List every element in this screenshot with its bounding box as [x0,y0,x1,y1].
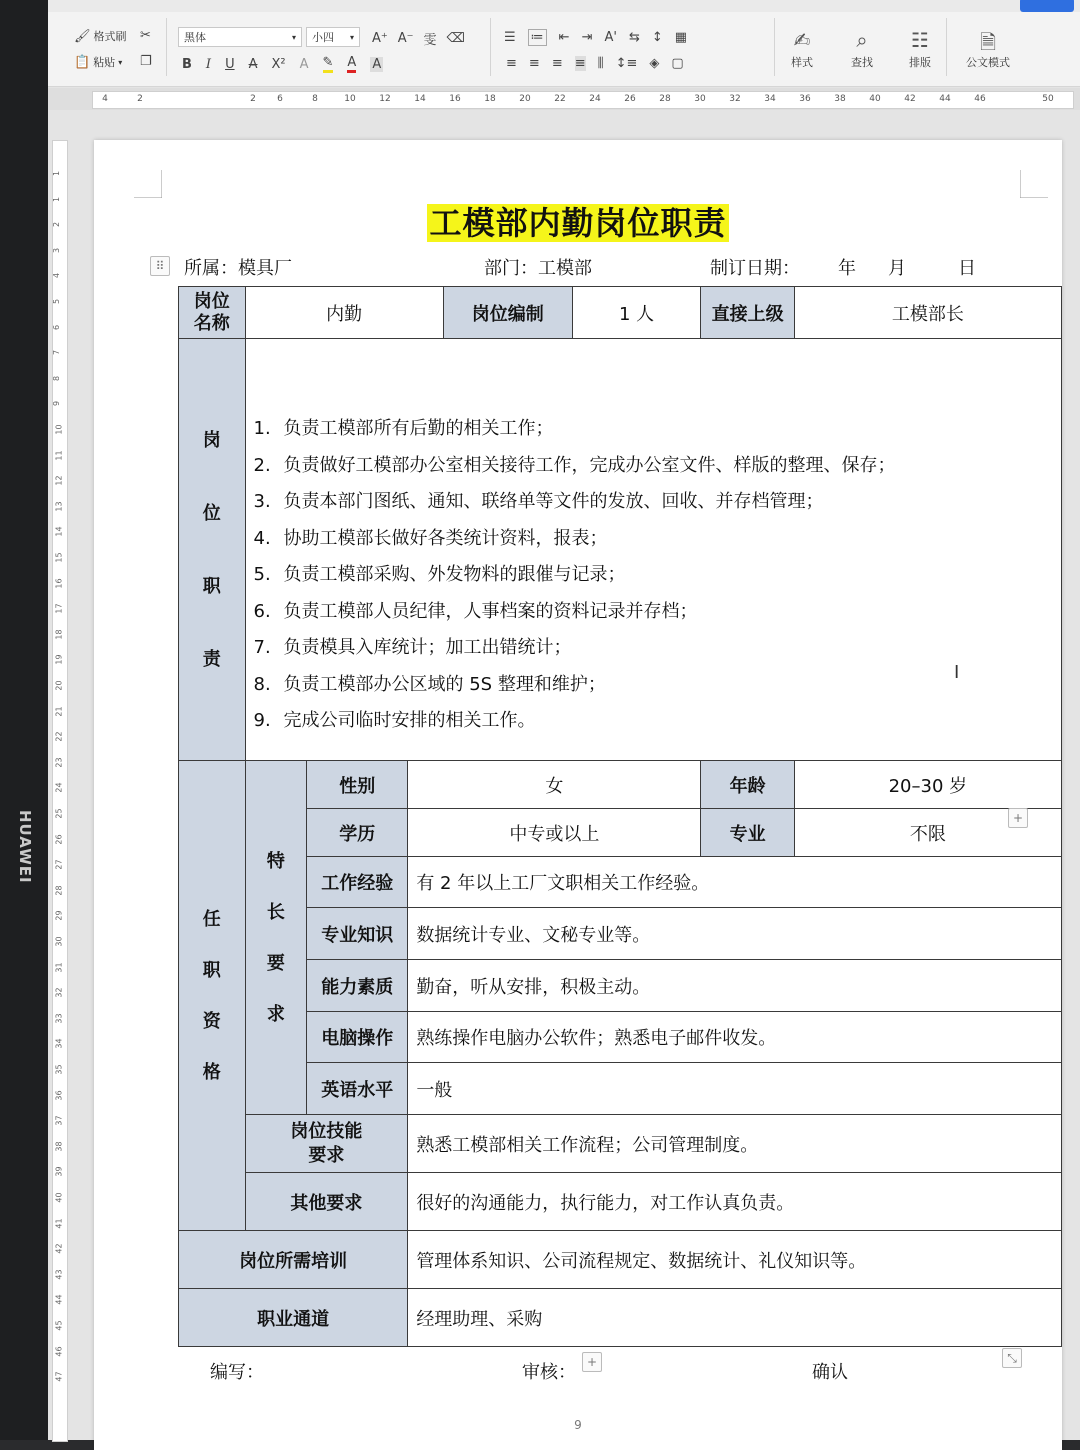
bullet-list-icon[interactable]: ☰ [504,30,516,45]
ruler-tick-label: 12 [379,94,391,104]
table-row [179,339,1062,761]
ruler-tick-label: 44 [54,1294,64,1305]
ruler-tick-label: 24 [589,94,601,104]
ruler-tick-label: 1 [52,170,62,177]
document.special_label-char: 求 [266,1003,285,1025]
date-year: 年 [838,258,856,279]
date-day: 日 [958,258,976,279]
headcount-label: 岗位编制 [443,287,572,339]
document-page[interactable] [94,140,1062,1450]
ruler-tick-label: 6 [52,324,62,330]
ruler-tick-label: 42 [54,1243,64,1254]
increase-indent-icon[interactable]: ⇥ [581,30,593,45]
duty-number: 4. [253,527,271,549]
duty-number: 6. [253,600,271,622]
paragraph-controls-bottom [506,56,684,71]
ruler-tick-label: 32 [729,94,741,104]
duty-item [254,448,1054,485]
english-value[interactable]: 一般 [408,1063,1062,1115]
ruler-tick-label: 28 [54,885,64,896]
text-effect-icon[interactable]: A [299,56,309,72]
duty-text: 负责工模部采购、外发物料的跟催与记录； [283,564,626,586]
document.duties_label-char: 责 [202,648,221,670]
ruler-tick-label: 50 [1042,94,1054,104]
duty-text: 协助工模部长做好各类统计资料，报表； [283,527,608,549]
duty-text: 负责工模部人员纪律，人事档案的资料记录并存档； [283,600,698,622]
chevron-down-icon: ▾ [349,32,354,42]
gender-value[interactable]: 女 [408,761,701,809]
char-shading-icon[interactable]: A [372,56,382,72]
ruler-tick-label: 45 [54,1320,64,1331]
cut-icon[interactable]: ✂ [140,28,151,43]
date-label: 制订日期： [710,258,800,279]
duties-label [179,339,246,761]
ruler-tick-label: 19 [54,654,64,665]
duty-number: 1. [253,418,271,440]
confirm-label: 确认 [812,1362,848,1383]
duty-number: 5. [253,564,271,586]
paragraph-controls-top [504,29,687,46]
duty-text: 负责做好工模部办公室相关接待工作，完成办公室文件、样版的整理、保存； [283,454,896,476]
duty-text: 负责工模部所有后勤的相关工作； [283,418,554,440]
distributed-icon[interactable]: ⫼ [597,56,604,71]
search-icon: ⌕ [856,28,868,52]
ruler-tick-label: 43 [54,1269,64,1280]
computer-label: 电脑操作 [307,1012,408,1063]
ruler-tick-label: 5 [52,298,62,305]
paste-button[interactable] [74,54,122,70]
duty-item [254,557,1054,594]
duty-number: 3. [253,491,271,513]
ruler-tick-label: 17 [54,603,64,614]
wps-writer-window [48,0,1080,1440]
ruler-tick-label: 41 [54,1218,64,1229]
ruler-tick-label: 15 [54,552,64,563]
ruler-tick-label: 8 [312,94,318,104]
duty-text: 负责工模部办公区域的 5S 整理和维护； [283,673,606,695]
special-requirements-label [245,761,307,1115]
shading-icon[interactable]: ◈ [649,56,660,71]
english-label: 英语水平 [307,1063,408,1115]
education-value[interactable]: 中专或以上 [408,809,701,857]
document.qualification_label-char: 资 [202,1010,221,1032]
text-direction-icon[interactable]: ⇆ [628,30,640,45]
table-row [179,1231,1062,1289]
ruler-tick-label: 13 [54,501,64,512]
ability-value[interactable]: 勤奋，听从安排，积极主动。 [408,960,1062,1012]
ruler-tick-label: 6 [277,94,283,104]
table-row [179,1012,1062,1063]
knowledge-value[interactable]: 数据统计专业、文秘专业等。 [408,908,1062,960]
title-text: 工模部内勤岗位职责 [429,204,727,242]
text-format-controls [182,55,383,73]
paste-label: 粘贴 [93,56,116,69]
ruler-tick-label: 38 [834,94,846,104]
ruler-tick-label: 36 [799,94,811,104]
ruler-tick-label: 29 [54,910,64,921]
training-value[interactable]: 管理体系知识、公司流程规定、数据统计、礼仪知识等。 [408,1231,1062,1289]
styles-icon: ✍ [793,28,811,52]
document.duties_label-char: 岗 [202,429,221,451]
superior-value[interactable]: 工模部长 [794,287,1061,339]
format-painter-icon: 🖌 [74,28,91,44]
styles-button[interactable] [776,28,828,70]
table-grid-icon[interactable]: ▦ [674,30,688,45]
gender-label: 性别 [307,761,408,809]
ruler-tick-label: 30 [54,936,64,947]
ruler-tick-label: 36 [54,1090,64,1101]
ruler-tick-label: 26 [624,94,636,104]
table-move-handle[interactable]: ⠿ [150,256,170,276]
table-row [179,960,1062,1012]
document.special_label-char: 特 [266,850,285,872]
line-spacing-icon[interactable]: ↕≡ [615,56,638,71]
ribbon-tabs-strip [48,0,1080,12]
duty-text: 负责本部门图纸、通知、联络单等文件的发放、回收、并存档管理； [283,491,824,513]
duty-item [254,521,1054,558]
ruler-tick-label: 14 [54,526,64,537]
ruler-tick-label: 7 [52,350,62,356]
ruler-tick-label: 3 [52,247,62,253]
ruler-tick-label: 18 [484,94,496,104]
ruler-tick-label: 47 [54,1371,64,1382]
duty-text: 负责模具入库统计；加工出错统计； [283,637,572,659]
age-label: 年龄 [701,761,794,809]
horizontal-ruler[interactable] [48,88,1080,110]
duties-list [254,359,1054,740]
ruler-tick-label: 8 [52,375,62,381]
underline-icon[interactable]: U [225,56,235,72]
copy-icon[interactable]: ❐ [140,54,152,69]
ruler-tick-label: 38 [54,1141,64,1152]
chevron-down-icon: ▾ [118,57,123,67]
duties-cell[interactable] [245,339,1062,761]
career-path-value[interactable]: 经理助理、采购 [408,1289,1062,1347]
ruler-tick-label: 18 [54,629,64,640]
document-title [94,198,1062,244]
ruler-tick-label: 20 [519,94,531,104]
skills-value[interactable]: 熟悉工模部相关工作流程；公司管理制度。 [408,1115,1062,1173]
ruler-tick-label: 39 [54,1166,64,1177]
document-icon: 🗎 [979,30,997,54]
headcount-value[interactable]: 1 人 [572,287,701,339]
shrink-font-icon[interactable]: A⁻ [397,31,414,46]
document.qualification_label-char: 格 [202,1061,221,1083]
vertical-ruler[interactable] [52,140,68,1442]
ribbon-toolbar [48,0,1080,87]
borders-icon[interactable]: ▢ [671,56,684,71]
font-size-select[interactable] [306,27,360,47]
paste-icon: 📋 [74,54,91,70]
italic-icon[interactable]: I [205,56,212,72]
qualification-label-chars [187,894,237,1098]
ruler-tick-label: 44 [939,94,951,104]
ruler-tick-label: 32 [54,987,64,998]
duty-item [254,411,1054,448]
bold-icon[interactable]: B [182,56,192,72]
ability-label: 能力素质 [307,960,408,1012]
ruler-tick-label: 30 [694,94,706,104]
duty-item [254,703,1054,740]
document.special_label-char: 要 [266,952,285,974]
toolbar-divider [946,18,947,76]
document.duties_label-char: 职 [202,575,221,597]
font-size-value: 小四 [312,31,334,44]
ruler-tick-label: 33 [54,1013,64,1024]
ruler-tick-label: 20 [54,680,64,691]
change-case-icon[interactable]: A' [604,30,617,45]
document.qualification_label-char: 任 [202,908,221,930]
computer-value[interactable]: 熟练操作电脑办公软件；熟悉电子邮件收发。 [408,1012,1062,1063]
job-description-table [178,286,1062,1347]
table-row [179,287,1062,339]
find-button[interactable] [836,28,888,70]
ruler-tick-label: 46 [54,1346,64,1357]
duty-item [254,484,1054,521]
font-name-select[interactable] [178,27,302,47]
device-bezel [0,0,48,1440]
duty-text: 完成公司临时安排的相关工作。 [283,710,536,732]
post-name-value[interactable]: 内勤 [245,287,443,339]
duty-number: 7. [253,637,271,659]
table-row [179,809,1062,857]
post-name-label: 岗位 名称 [179,287,246,339]
table-row [179,1115,1062,1173]
align-center-icon[interactable]: ≡ [528,56,540,71]
sort-icon[interactable]: ↕ [651,30,663,45]
table-row [179,1173,1062,1231]
duty-number: 8. [253,673,271,695]
table-row [179,908,1062,960]
superior-label: 直接上级 [701,287,794,339]
layout-icon: ☷ [911,28,929,52]
doc-mode-button[interactable] [956,28,1020,70]
chevron-down-icon: ▾ [291,32,296,42]
find-label: 查找 [851,56,873,69]
toolbar-divider [166,18,167,76]
table-row [179,1289,1062,1347]
ruler-tick-label: 11 [54,450,64,461]
ruler-tick-label: 35 [54,1064,64,1075]
format-painter-button[interactable] [74,28,127,44]
ruler-tick-label: 12 [54,475,64,486]
other-requirements-label: 其他要求 [245,1173,408,1231]
ruler-tick-label: 31 [54,962,64,973]
affiliation-text: 所属：模具厂 [184,258,292,279]
qualification-label [179,761,246,1231]
career-path-label: 职业通道 [179,1289,408,1347]
special-label-chars [254,836,299,1040]
ruler-tick-label: 16 [449,94,461,104]
ruler-tick-label: 22 [554,94,566,104]
ruler-tick-label: 24 [54,782,64,793]
ruler-tick-label: 46 [974,94,986,104]
education-label: 学历 [307,809,408,857]
justify-icon[interactable]: ≡ [574,56,586,71]
margin-corner-mark [134,170,162,198]
align-left-icon[interactable]: ≡ [506,56,517,71]
share-button[interactable] [1020,0,1074,12]
ruler-tick-label: 40 [54,1192,64,1203]
doc-mode-label: 公文模式 [966,56,1010,69]
toolbar-divider [774,18,775,76]
decrease-indent-icon[interactable]: ⇤ [558,30,570,45]
ruler-tick-label: 2 [250,94,256,104]
age-value[interactable]: 20–30 岁 [794,761,1061,809]
ruler-tick-label: 27 [54,859,64,870]
ruler-tick-label: 37 [54,1115,64,1126]
training-label: 岗位所需培训 [179,1231,408,1289]
phonetic-guide-icon[interactable]: 雯 [423,33,437,48]
ruler-tick-label: 26 [54,834,64,845]
add-row-button[interactable]: + [582,1352,602,1372]
text-cursor-icon: I [954,662,960,683]
ruler-tick-label: 23 [54,757,64,768]
margin-corner-mark [1020,170,1048,198]
table-resize-handle[interactable]: ⤡ [1002,1348,1022,1368]
ruler-tick-label: 1 [52,196,62,202]
strikethrough-icon[interactable]: A [248,56,258,72]
department-text: 部门：工模部 [484,258,592,279]
ruler-tick-label: 40 [869,94,881,104]
table-row [179,761,1062,809]
date-month: 月 [888,258,906,279]
ruler-tick-label: 16 [54,578,64,589]
highlight-icon[interactable]: ✎ [323,55,334,73]
major-value[interactable]: 不限 [794,809,1061,857]
table-row [179,857,1062,908]
ruler-tick-label: 10 [344,94,356,104]
font-size-controls [372,29,465,48]
reviewer-label: 审核： [522,1362,576,1383]
numbered-list-icon[interactable]: ≔ [528,29,547,46]
experience-label: 工作经验 [307,857,408,908]
add-column-button[interactable]: + [1008,808,1028,828]
other-requirements-value[interactable]: 很好的沟通能力，执行能力，对工作认真负责。 [408,1173,1062,1231]
knowledge-label: 专业知识 [307,908,408,960]
font-name-value: 黑体 [184,31,206,44]
toolbar-divider [490,18,491,76]
experience-value[interactable]: 有 2 年以上工厂文职相关工作经验。 [408,857,1062,908]
major-label: 专业 [701,809,794,857]
layout-button[interactable] [894,28,946,70]
ruler-tick-label: 42 [904,94,916,104]
ruler-tick-label: 34 [764,94,776,104]
ruler-tick-label: 21 [54,706,64,717]
duty-item [254,630,1054,667]
align-right-icon[interactable]: ≡ [551,56,563,71]
ruler-tick-label: 2 [52,222,62,228]
superscript-icon[interactable]: X² [271,56,286,72]
grow-font-icon[interactable]: A⁺ [372,31,388,46]
ruler-tick-label: 14 [414,94,426,104]
ruler-tick-label: 22 [54,731,64,742]
duty-number: 2. [253,454,271,476]
layout-label: 排版 [909,56,931,69]
document.duties_label-char: 位 [202,502,221,524]
document.qualification_label-char: 职 [202,959,221,981]
ruler-tick-label: 2 [137,94,143,104]
clear-format-icon[interactable]: ⌫ [446,31,465,46]
duty-item [254,594,1054,631]
duty-item [254,667,1054,704]
duties-label-chars [187,404,237,696]
skills-label: 岗位技能 要求 [245,1115,408,1173]
ruler-tick-label: 34 [54,1038,64,1049]
table-row [179,1063,1062,1115]
ruler-tick-label: 28 [659,94,671,104]
ruler-tick-label: 4 [102,94,108,104]
ruler-tick-label: 9 [52,401,62,407]
document.special_label-char: 长 [266,901,285,923]
ruler-scale [92,91,1074,109]
font-color-icon[interactable]: A [347,55,356,73]
duty-number: 9. [253,710,271,732]
styles-label: 样式 [791,56,813,69]
format-painter-label: 格式刷 [93,30,127,43]
ruler-tick-label: 10 [54,424,64,435]
ruler-tick-label: 4 [52,273,62,279]
page-number: 9 [574,1418,582,1432]
ruler-tick-label: 25 [54,808,64,819]
device-brand: HUAWEI [16,810,34,884]
writer-label: 编写： [210,1362,264,1383]
